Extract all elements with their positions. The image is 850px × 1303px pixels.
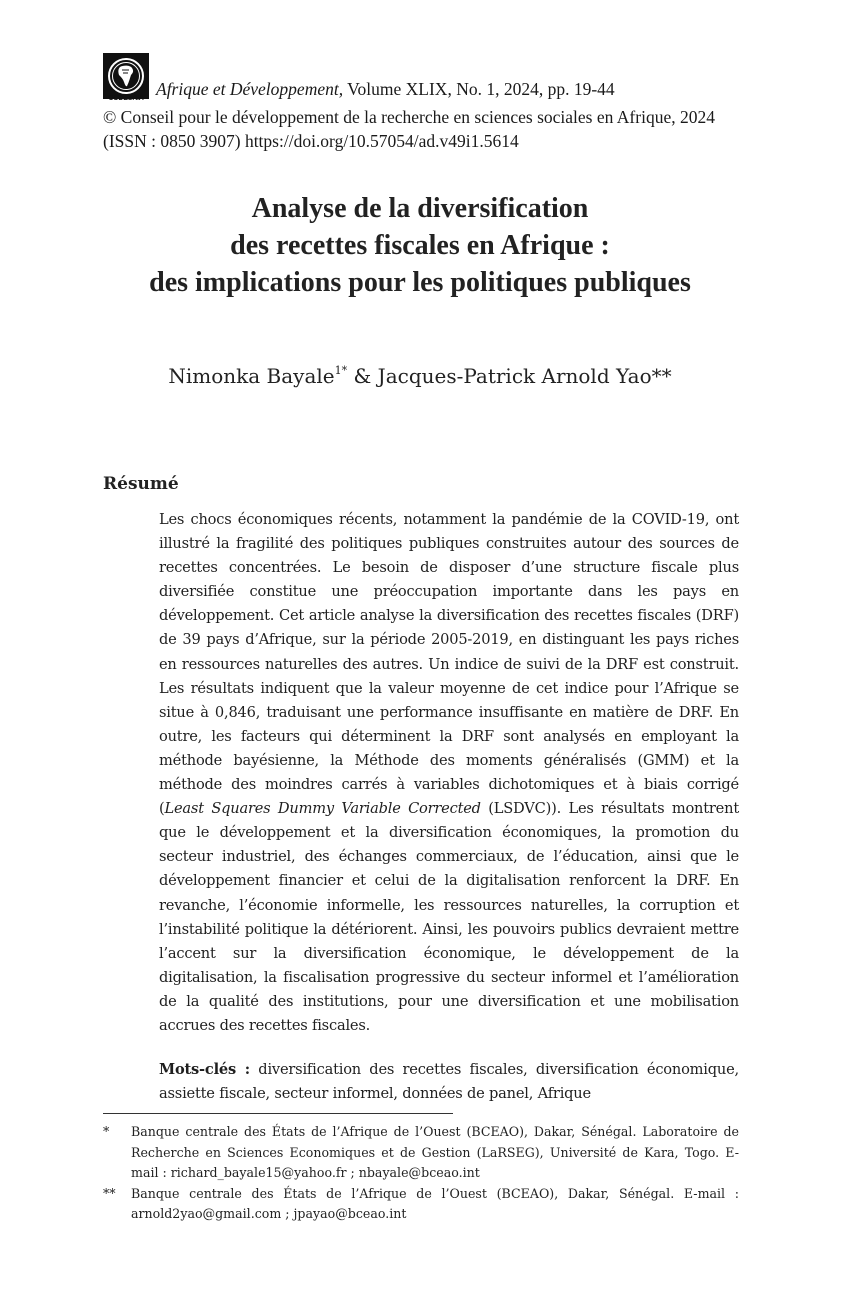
footnote-mark: ** — [103, 1185, 116, 1201]
title-line: des implications pour les politiques publiques — [149, 267, 691, 298]
footnote-divider — [103, 1113, 453, 1114]
abstract-heading: Résumé — [103, 474, 179, 494]
footnote — [103, 1122, 739, 1184]
abstract-text: Les chocs économiques récents, notamment la pandémie de la COVID-19, ont illustré la fragilité des politiques publiques construites autour des sources de recettes concentrées. Le besoin de disposer d’une structure fiscale plus diversifiée constitue une préoccupation importante dans les pays en développement. Cet article analyse la diversification des recettes fiscales (DRF) de 39 pays d’Afrique, sur la période 2005-2019, en distinguant les pays riches en ressources naturelles des autres. Un indice de suivi de la DRF est construit. Les résultats indiquent que la valeur moyenne de cet indice pour l’Afrique se situe à 0,846, traduisant une performance insuffisante en matière de DRF. En outre, les facteurs qui déterminent la DRF sont analysés en employant la méthode bayésienne, la Méthode des moments généralisés (GMM) et la méthode des moindres carrés à variables dichotomiques et à biais corrigé ( — [159, 511, 739, 818]
issn-doi-line: (ISSN : 0850 3907) https://doi.org/10.57054/ad.v49i1.5614 — [103, 131, 519, 151]
title-line: Analyse de la diversification — [251, 193, 589, 224]
abstract-body — [159, 508, 739, 1106]
copyright-line: © Conseil pour le développement de la recherche en sciences sociales en Afrique, 2024 — [103, 107, 715, 127]
keywords-label: Mots-clés : — [159, 1061, 250, 1079]
footnote — [103, 1184, 739, 1225]
journal-volume-details: Volume XLIX, No. 1, 2024, pp. 19-44 — [343, 79, 615, 99]
footnote-text: Banque centrale des États de l’Afrique de l’Ouest (BCEAO), Dakar, Sénégal. Laboratoire de Recherche en Sciences Economiques et de Gestion (LaRSEG), Université de Kara, Togo. E-mail : richard_bayale15@yahoo.fr ; nbayale@bceao.int — [131, 1124, 739, 1180]
author-separator: & — [347, 364, 378, 388]
author-line — [60, 364, 780, 388]
footnote-text: Banque centrale des États de l’Afrique de l’Ouest (BCEAO), Dakar, Sénégal. E-mail : arnold2yao@gmail.com ; jpayao@bceao.int — [131, 1185, 739, 1221]
codesria-logo-text: CODESRIA — [108, 95, 144, 102]
abstract-paragraph — [159, 508, 739, 1038]
author-name: Jacques-Patrick Arnold Yao — [377, 364, 652, 388]
title-line: des recettes fiscales en Afrique : — [230, 230, 610, 261]
abstract-text: (LSDVC)). Les résultats montrent que le développement et la diversification économiques, la promotion du secteur industriel, des échanges commerciaux, de l’éducation, ainsi que le développement financier et celui de la digitalisation renforcent la DRF. En revanche, l’économie informelle, les ressources naturelles, la corruption et l’instabilité politique la détériorent. Ainsi, les pouvoirs publics devraient mettre l’accent sur la diversification économique, le développement de la digitalisation, la fiscalisation progressive du secteur informel et l’amélioration de la qualité des institutions, pour une diversification et une mobilisation accrues des recettes fiscales. — [159, 800, 739, 1034]
article-title — [60, 190, 780, 301]
abstract-italic-term: Least Squares Dummy Variable Corrected — [164, 800, 481, 818]
journal-citation — [156, 78, 615, 100]
footnote-mark: * — [103, 1124, 110, 1139]
journal-name: Afrique et Développement, — [156, 79, 344, 99]
author-footnote-mark: 1* — [334, 364, 348, 377]
keywords-list: diversification des recettes fiscales, diversification économique, assiette fiscale, secteur informel, données de panel, Afrique — [159, 1061, 739, 1103]
keywords — [159, 1058, 739, 1106]
author-footnote-mark: ** — [651, 364, 672, 388]
author-name: Nimonka Bayale — [168, 364, 335, 388]
footnotes — [103, 1122, 739, 1225]
